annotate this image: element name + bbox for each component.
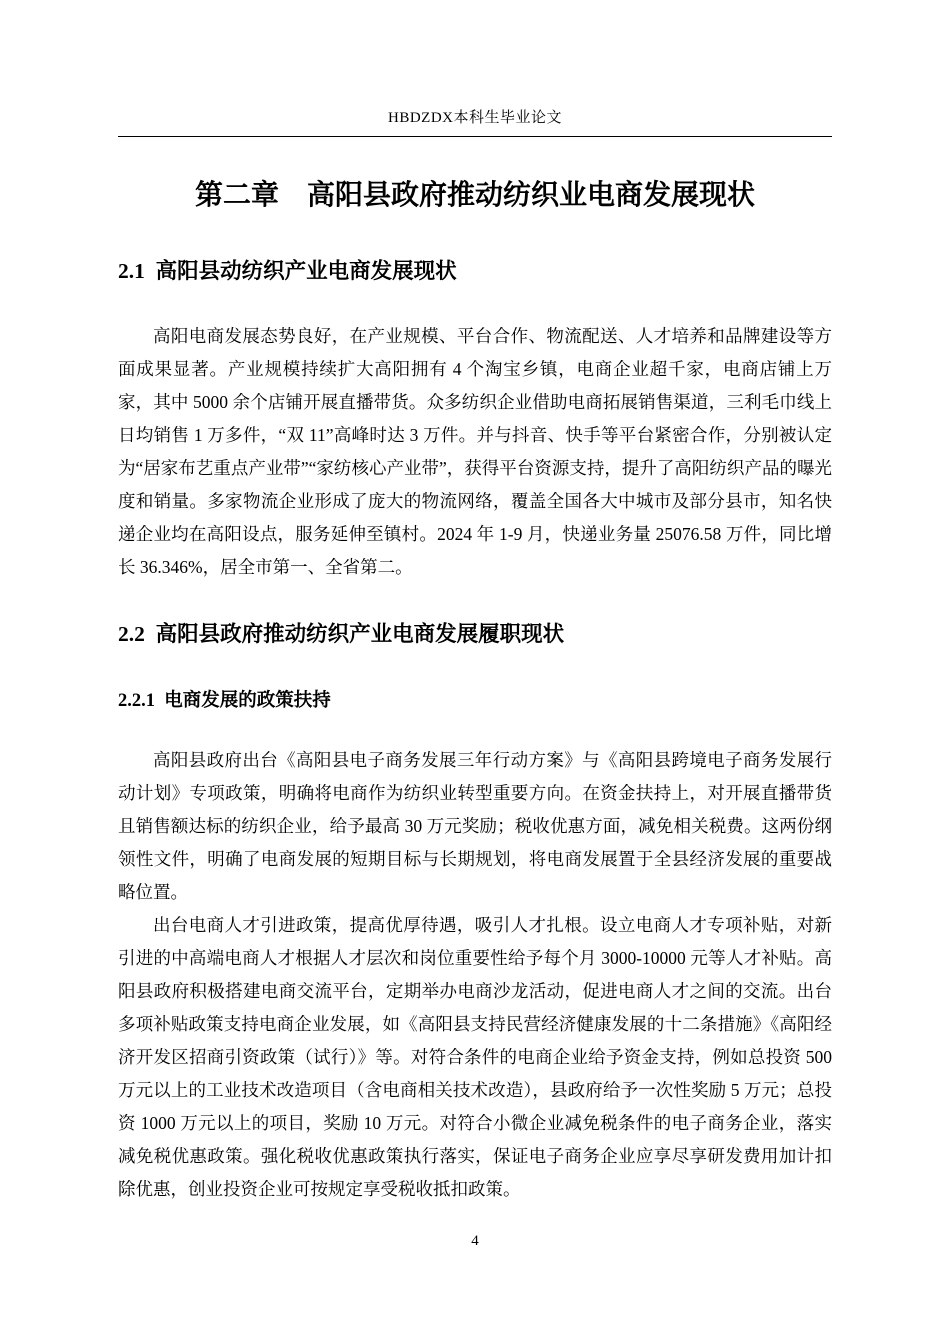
section-number: 2.1	[118, 258, 145, 283]
page-number: 4	[471, 1233, 479, 1249]
body-paragraph: 高阳县政府出台《高阳县电子商务发展三年行动方案》与《高阳县跨境电子商务发展行动计划》专项政策，明确将电商作为纺织业转型重要方向。在资金扶持上，对开展直播带货且销售额达标的纺织企业，给予最高 30 万元奖励；税收优惠方面，减免相关税费。这两份纲领性文件，明确了电商发展的短期目标与长期规划，将电商发展置于全县经济发展的重要战略位置。	[118, 750, 832, 903]
section-title-text: 高阳县动纺织产业电商发展现状	[155, 258, 457, 283]
header-divider	[118, 136, 832, 137]
body-paragraph: 高阳电商发展态势良好，在产业规模、平台合作、物流配送、人才培养和品牌建设等方面成果显著。产业规模持续扩大高阳拥有 4 个淘宝乡镇，电商企业超千家，电商店铺上万家，其中 5000 余个店铺开展直播带货。众多纺织企业借助电商拓展销售渠道，三利毛巾线上日均销售 1 万多件，“双 11”高峰时达 3 万件。并与抖音、快手等平台紧密合作，分别被认定为“居家布艺重点产业带”“家纺核心产业带”，获得平台资源支持，提升了高阳纺织产品的曝光度和销量。多家物流企业形成了庞大的物流网络，覆盖全国各大中城市及部分县市，知名快递企业均在高阳设点，服务延伸至镇村。2024 年 1-9 月，快递业务量 25076.58 万件，同比增长 36.346%，居全市第一、全省第二。	[118, 326, 832, 578]
section-title-text: 高阳县政府推动纺织产业电商发展履职现状	[155, 622, 565, 647]
page-header-text: HBDZDX本科生毕业论文	[388, 110, 562, 126]
section-number: 2.2	[118, 622, 145, 647]
section-heading-2-1	[118, 259, 832, 285]
chapter-number: 第二章	[194, 180, 279, 211]
chapter-title-text: 高阳县政府推动纺织业电商发展现状	[307, 180, 756, 211]
body-paragraph: 出台电商人才引进政策，提高优厚待遇，吸引人才扎根。设立电商人才专项补贴，对新引进的中高端电商人才根据人才层次和岗位重要性给予每个月 3000-10000 元等人才补贴。高阳县政府积极搭建电商交流平台，定期举办电商沙龙活动，促进电商人才之间的交流。出台多项补贴政策支持电商企业发展，如《高阳县支持民营经济健康发展的十二条措施》《高阳经济开发区招商引资政策（试行）》等。对符合条件的电商企业给予资金支持，例如总投资 500 万元以上的工业技术改造项目（含电商相关技术改造），县政府给予一次性奖励 5 万元；总投资 1000 万元以上的项目，奖励 10 万元。对符合小微企业减免税条件的电子商务企业，落实减免税优惠政策。强化税收优惠政策执行落实，保证电子商务企业应享尽享研发费用加计扣除优惠，创业投资企业可按规定享受税收抵扣政策。	[118, 915, 832, 1200]
section-heading-2-2	[118, 622, 832, 648]
subsection-title-text: 电商发展的政策扶持	[164, 691, 331, 712]
chapter-title	[118, 179, 832, 213]
subsection-heading-2-2-1	[118, 690, 832, 712]
subsection-number: 2.2.1	[118, 691, 155, 712]
